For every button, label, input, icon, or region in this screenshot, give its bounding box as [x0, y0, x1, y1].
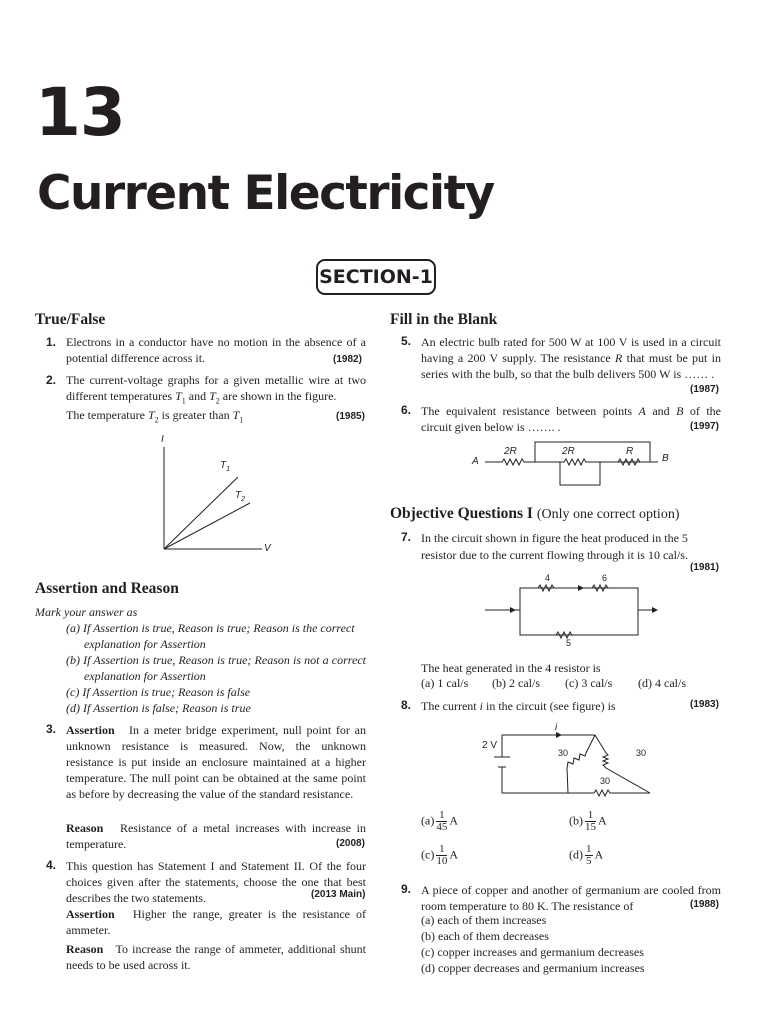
question-assertion — [66, 906, 366, 938]
resistor-label: R — [626, 446, 634, 457]
resistor-label: 4 — [545, 573, 551, 583]
text-part: is greater than — [158, 408, 233, 422]
question-number: 5. — [401, 334, 412, 348]
true-false-heading: True/False — [35, 311, 106, 328]
axis-label-v: V — [264, 543, 271, 554]
t-symbol: T — [235, 490, 242, 501]
subscript: 1 — [181, 396, 186, 406]
assertion-option-d: (d) If Assertion is false; Reason is true — [66, 701, 251, 715]
reason-label: Reason — [66, 821, 104, 835]
option-label: (a) — [421, 813, 435, 828]
option-c: (c) copper increases and germanium decreases — [421, 945, 644, 959]
assertion-label: Assertion — [66, 907, 115, 921]
reason-text: Resistance of a metal increases with increase in temperature. — [66, 821, 366, 851]
assertion-option-a: (a) If Assertion is true, Reason is true; Reason is the correct explanation for Assertion — [66, 621, 355, 651]
node-label-b: B — [662, 453, 669, 464]
denominator: 45 — [436, 821, 448, 833]
option-a: (a) each of them increases — [421, 913, 547, 927]
emf-label: 2 V — [482, 740, 498, 751]
question-number: 6. — [401, 403, 412, 417]
question-reason — [66, 941, 366, 973]
circuit-diagram-q7 — [480, 575, 660, 645]
objective-title: Objective Questions I — [390, 505, 533, 522]
question-text — [421, 698, 681, 714]
option-b: (b) 2 cal/s — [492, 676, 540, 690]
assertion-heading: Assertion and Reason — [35, 580, 179, 597]
option-label: (d) — [569, 847, 583, 862]
text-part: in the circuit (see figure) is — [482, 699, 616, 713]
fraction — [585, 844, 593, 867]
option-label: (b) — [569, 813, 583, 828]
year-tag: (1982) — [333, 354, 362, 365]
symbol-T: T — [147, 408, 155, 422]
option-c — [421, 844, 458, 867]
symbol-T: T — [175, 389, 182, 403]
numerator: 1 — [436, 844, 447, 856]
text-part: The equivalent resistance between points — [421, 404, 639, 418]
option-d: (d) 4 cal/s — [638, 676, 686, 690]
year-tag: (2013 Main) — [311, 889, 366, 900]
option-a: (a) 1 cal/s — [421, 676, 469, 690]
option-label: (c) — [421, 847, 435, 862]
numerator: 1 — [586, 843, 592, 855]
question-number: 9. — [401, 882, 412, 896]
axis-label-i: I — [161, 434, 164, 445]
text-part: The current-voltage graphs for a given metallic wire at two different temperatures — [66, 373, 366, 403]
text-part: and — [645, 404, 677, 418]
question-number: 2. — [46, 373, 57, 387]
unit: A — [449, 813, 458, 828]
resistor-label: 6 — [602, 573, 608, 583]
year-tag: (1981) — [690, 562, 719, 573]
chapter-title: Current Electricity — [37, 166, 494, 221]
option-a — [421, 810, 458, 833]
fill-blank-heading: Fill in the Blank — [390, 311, 498, 328]
year-tag: (1983) — [690, 699, 719, 710]
text-part: and — [185, 389, 210, 403]
option-b — [569, 810, 607, 833]
curve-label-t1 — [220, 460, 230, 473]
resistor-label: 2R — [504, 446, 517, 457]
subscript: 2 — [215, 396, 220, 406]
option-b: (b) each of them decreases — [421, 929, 549, 943]
text-part: An electric bulb rated for 500 W at 100 V is used in a circuit having a 200 V supply. The resistance — [421, 335, 721, 365]
current-label: i — [555, 722, 558, 733]
node-label-a: A — [472, 456, 479, 467]
symbol-B: B — [676, 404, 684, 418]
question-number: 1. — [46, 335, 57, 349]
year-tag: (1988) — [690, 899, 719, 910]
text-part: The temperature — [66, 408, 148, 422]
question-reason — [66, 820, 366, 852]
chapter-number: 13 — [35, 74, 125, 151]
question-followup: The heat generated in the 4 resistor is — [421, 661, 601, 675]
text-part: The current — [421, 699, 480, 713]
assertion-option-b: (b) If Assertion is true, Reason is true; Reason is not a correct explanation for Assertion — [66, 653, 366, 683]
denominator: 5 — [586, 855, 592, 867]
question-text-line2 — [66, 407, 326, 428]
assertion-text: Higher the range, greater is the resistance of ammeter. — [66, 907, 367, 937]
year-tag: (1997) — [690, 421, 719, 432]
question-number: 4. — [46, 858, 57, 872]
symbol-T: T — [209, 389, 216, 403]
unit: A — [594, 847, 604, 862]
assertion-label: Assertion — [66, 723, 115, 737]
option-d — [569, 844, 603, 867]
question-text — [66, 372, 366, 409]
question-number: 7. — [401, 530, 412, 544]
symbol-R: R — [615, 351, 623, 365]
assertion-option-c: (c) If Assertion is true; Reason is false — [66, 685, 251, 699]
section-badge: SECTION-1 — [316, 259, 436, 295]
question-text — [421, 403, 721, 435]
denominator: 15 — [585, 821, 596, 833]
subscript: 2 — [154, 415, 159, 425]
numerator: 1 — [436, 810, 447, 822]
subscript: 1 — [226, 466, 231, 473]
symbol-A: A — [638, 404, 646, 418]
reason-label: Reason — [66, 942, 104, 956]
year-tag: (1987) — [690, 384, 719, 395]
subscript: 2 — [241, 496, 246, 503]
denominator: 10 — [436, 855, 448, 867]
objective-heading — [390, 505, 680, 523]
fraction — [585, 810, 596, 833]
assertion-options — [66, 620, 366, 716]
numerator: 1 — [585, 810, 596, 822]
resistor-label: 5 — [566, 638, 572, 648]
fraction — [436, 844, 447, 867]
iv-graph — [150, 435, 280, 565]
question-text — [421, 334, 721, 382]
option-d: (d) copper decreases and germanium increases — [421, 961, 645, 975]
question-text: This question has Statement I and Statement II. Of the four choices given after the statements, choose the one that best describes the two statements. — [66, 859, 366, 905]
text-part: of the circuit given below is ……. . — [421, 404, 722, 434]
resistor-label: 2R — [562, 446, 575, 457]
unit: A — [449, 847, 458, 862]
symbol-i: i — [479, 699, 483, 713]
resistor-label: 30 — [600, 776, 611, 786]
resistor-label: 30 — [636, 748, 647, 758]
option-c: (c) 3 cal/s — [565, 676, 613, 690]
question-text: In the circuit shown in figure the heat produced in the 5 resistor due to the current flowing through it is 10 cal/s. — [421, 531, 688, 562]
circuit-diagram-q8 — [490, 715, 660, 805]
question-number: 8. — [401, 698, 412, 712]
assertion-intro: Mark your answer as — [35, 605, 138, 619]
resistor-label: 30 — [558, 748, 569, 758]
unit: A — [598, 813, 607, 828]
fraction — [436, 810, 447, 833]
assertion-text: In a meter bridge experiment, null point for an unknown resistance is measured. Now, the unknown resistance is put inside an enclosure maintained at a higher temperature. The null point can be obtained at the same point as before by decreasing the value of the standard resistance. — [66, 723, 366, 801]
question-text: Electrons in a conductor have no motion in the absence of a potential difference across it. — [66, 335, 366, 365]
symbol-T: T — [232, 408, 240, 422]
text-part: are shown in the figure. — [219, 389, 337, 403]
subscript: 1 — [239, 415, 244, 425]
objective-subtitle: (Only one correct option) — [536, 507, 680, 522]
question-assertion — [66, 722, 366, 802]
text-part: that must be put in series with the bulb, so that the bulb delivers 500 W is …… . — [421, 351, 721, 381]
question-number: 3. — [46, 722, 57, 736]
year-tag: (1985) — [336, 411, 365, 422]
year-tag: (2008) — [336, 838, 365, 849]
question-text: A piece of copper and another of germanium are cooled from room temperature to 80 K. The resistance of — [421, 883, 721, 913]
reason-text: To increase the range of ammeter, additional shunt needs to be used across it. — [66, 942, 366, 972]
curve-label-t2 — [235, 490, 245, 503]
t-symbol: T — [220, 460, 227, 471]
